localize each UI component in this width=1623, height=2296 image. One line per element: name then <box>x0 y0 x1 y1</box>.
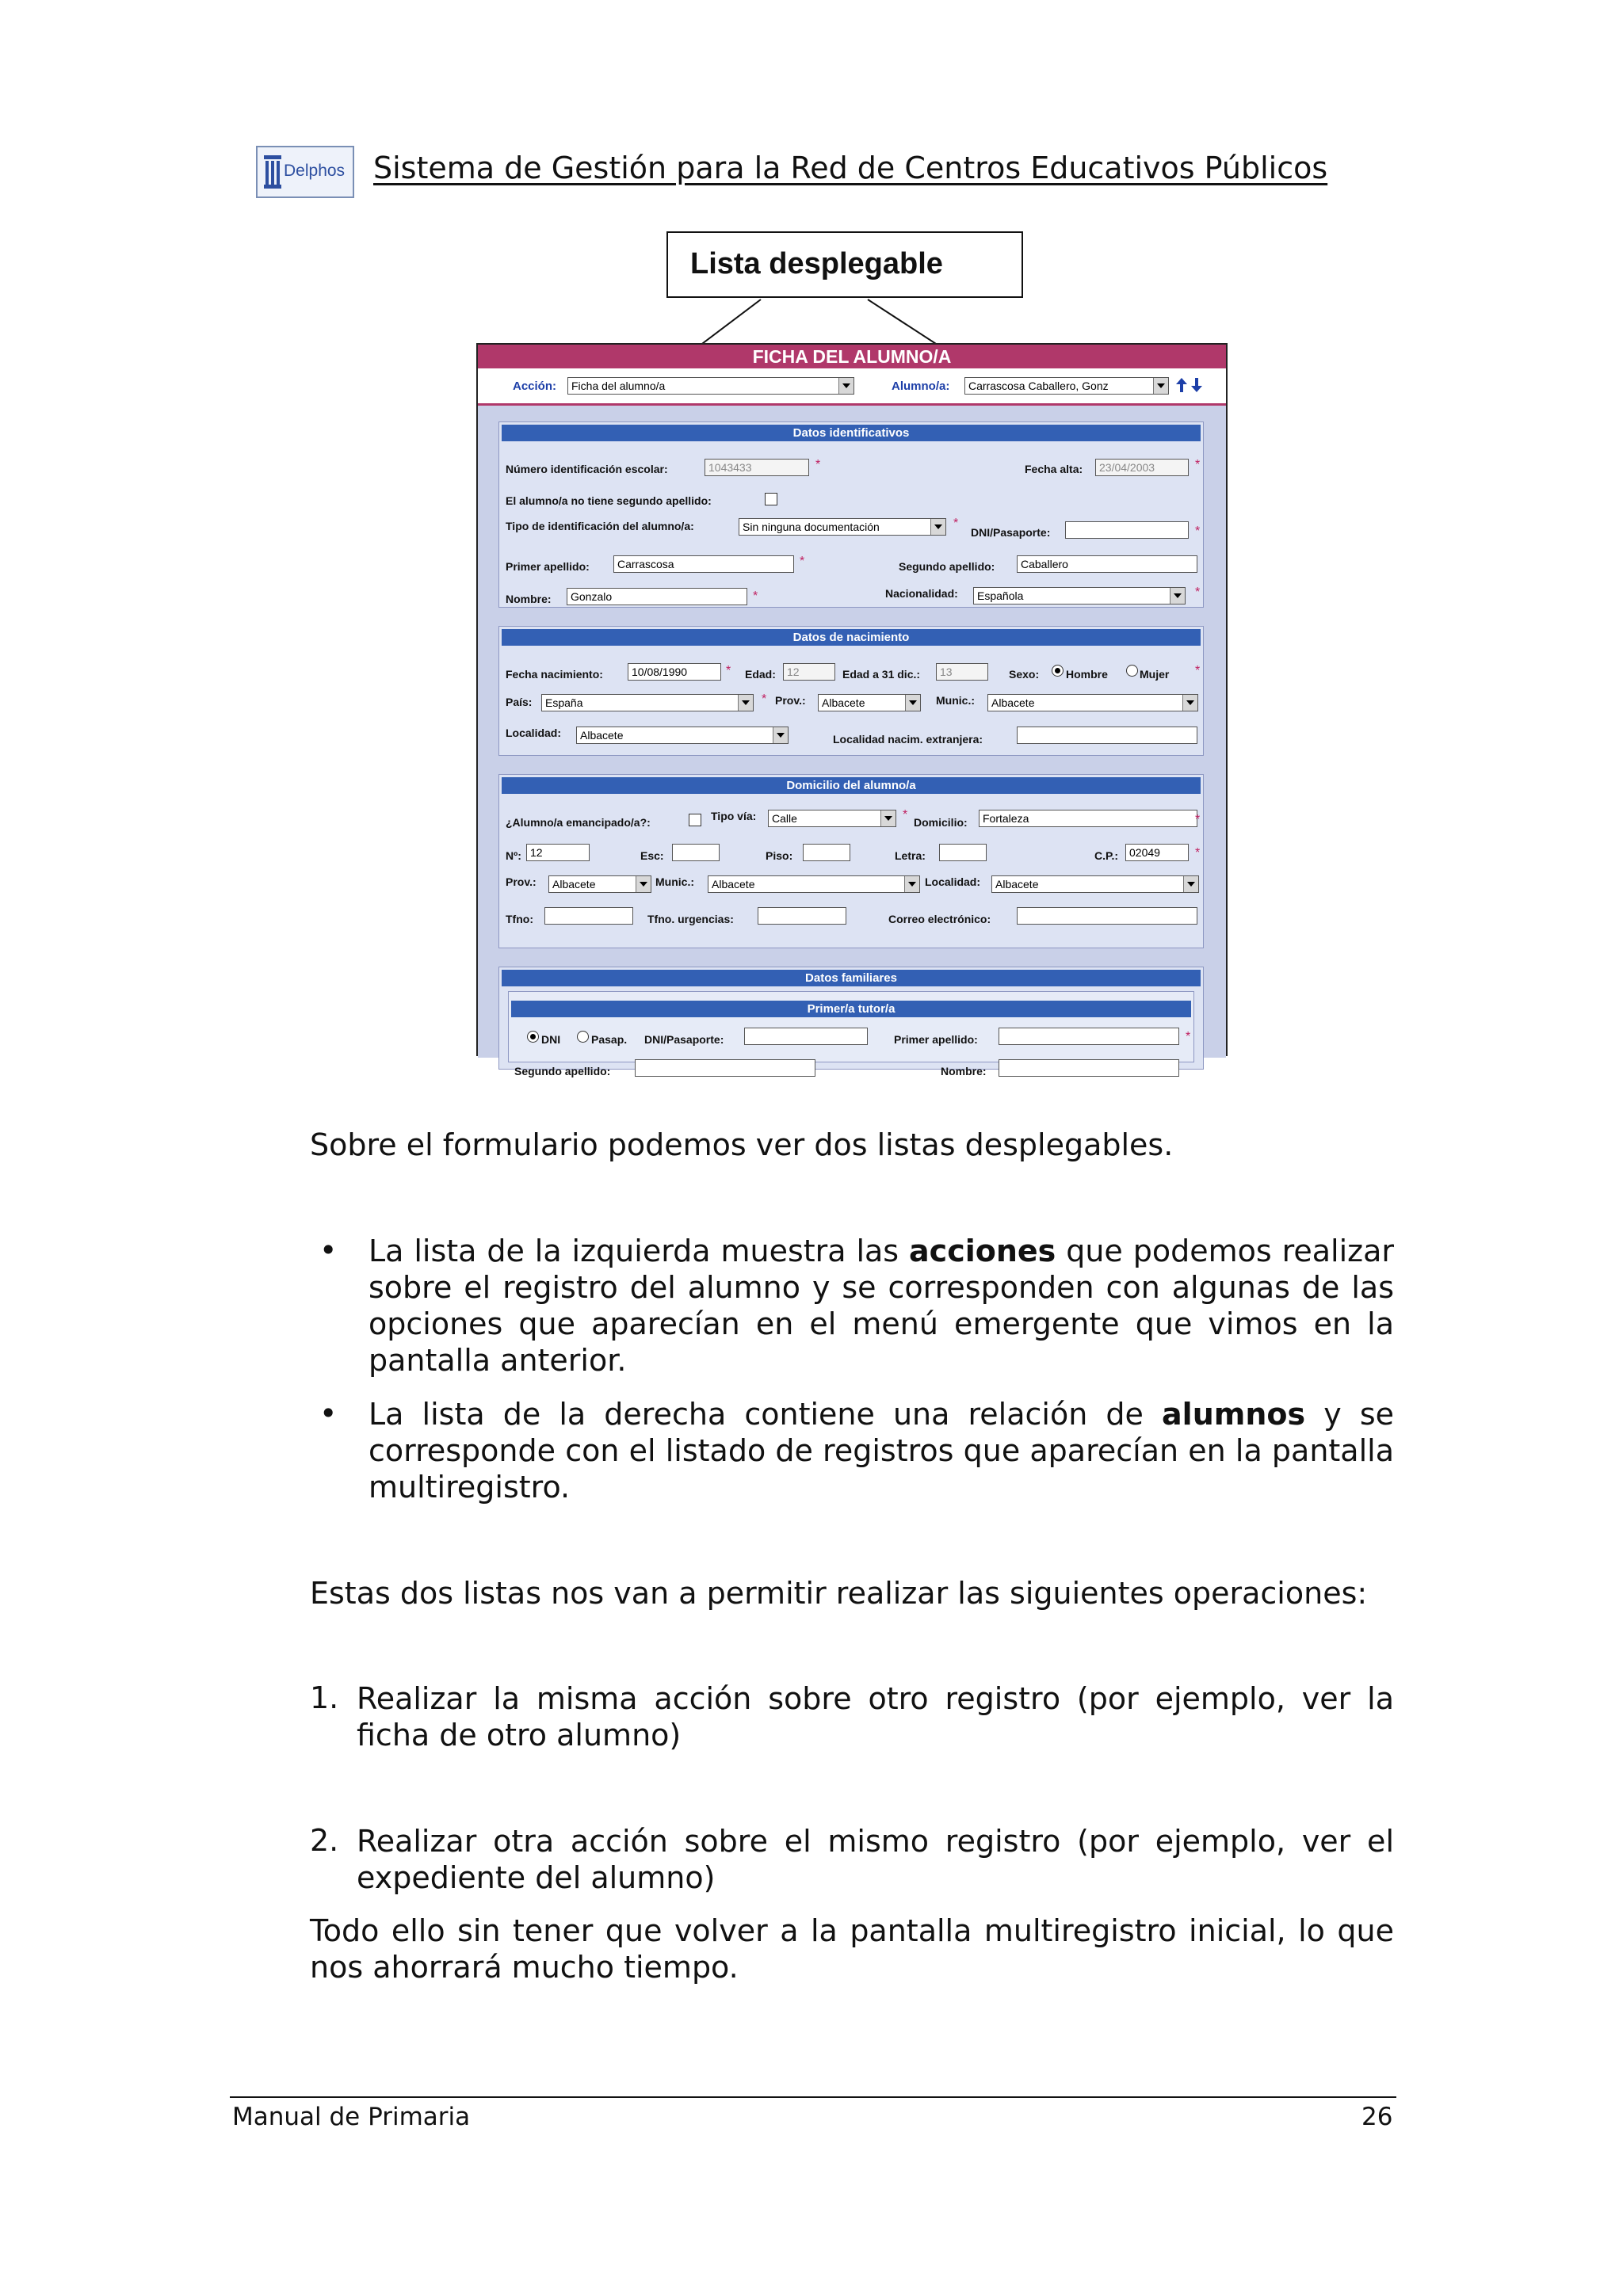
no-segundo-apellido-label: El alumno/a no tiene segundo apellido: <box>506 494 712 507</box>
chevron-down-icon <box>1170 588 1185 604</box>
localidad-dom-label: Localidad: <box>925 875 981 888</box>
edad-field[interactable]: 12 <box>783 663 835 681</box>
emancipado-label: ¿Alumno/a emancipado/a?: <box>506 816 651 829</box>
chevron-down-icon <box>880 810 896 826</box>
fecha-nacimiento-field[interactable]: 10/08/1990 <box>628 663 721 681</box>
prov-dom-select[interactable] <box>548 875 651 893</box>
domicilio-label: Domicilio: <box>914 816 968 829</box>
chevron-down-icon <box>773 727 788 743</box>
form-title-bar <box>478 345 1226 368</box>
prov-nac-label: Prov.: <box>775 694 806 707</box>
mujer-label: Mujer <box>1140 668 1170 681</box>
fecha-nacimiento-label: Fecha nacimiento: <box>506 668 603 681</box>
chevron-down-icon <box>738 695 753 711</box>
alumno-label: Alumno/a: <box>892 379 950 393</box>
tipo-via-label: Tipo vía: <box>711 810 757 822</box>
chevron-down-icon <box>636 876 651 892</box>
tutor-segundo-apellido-label: Segundo apellido: <box>514 1065 611 1077</box>
fecha-alta-field[interactable]: 23/04/2003 <box>1095 459 1189 476</box>
bullet-acciones-bold: acciones <box>909 1234 1056 1268</box>
bullet-marker: • <box>319 1396 338 1431</box>
tutor-dni-pasaporte-field[interactable] <box>744 1028 868 1045</box>
operations-intro: Estas dos listas nos van a permitir realizar las siguientes operaciones: <box>310 1576 1368 1611</box>
form-screenshot <box>476 343 1228 1077</box>
form-title: FICHA DEL ALUMNO/A <box>752 346 952 367</box>
tipo-via-value: Calle <box>772 812 797 825</box>
segundo-apellido-label: Segundo apellido: <box>899 560 995 573</box>
tutor-pasaporte-radio[interactable] <box>577 1031 589 1043</box>
prov-dom-value: Albacete <box>552 878 596 891</box>
tipo-identificacion-label: Tipo de identificación del alumno/a: <box>506 520 694 532</box>
tutor-segundo-apellido-field[interactable] <box>635 1059 815 1077</box>
tutor-primer-apellido-field[interactable] <box>999 1028 1179 1045</box>
tutor-pasaporte-label: Pasap. <box>591 1033 628 1046</box>
bullet-acciones <box>369 1233 1394 1379</box>
pais-select[interactable] <box>541 694 754 711</box>
prov-nac-select[interactable] <box>818 694 921 711</box>
closing-paragraph: Todo ello sin tener que volver a la pantalla multiregistro inicial, lo que nos ahorrará mucho tiempo. <box>310 1913 1394 1985</box>
pais-value: España <box>545 696 583 709</box>
escalera-label: Esc: <box>640 849 664 862</box>
tutor-nombre-field[interactable] <box>999 1059 1179 1077</box>
munic-nac-label: Munic.: <box>936 694 975 707</box>
telefono-urgencias-field[interactable] <box>758 907 846 925</box>
numero-field[interactable]: 12 <box>526 844 590 861</box>
telefono-field[interactable] <box>544 907 633 925</box>
intro-paragraph: Sobre el formulario podemos ver dos listas desplegables. <box>310 1127 1174 1162</box>
hombre-radio[interactable] <box>1052 665 1064 677</box>
bullet-acciones-text-end: que podemos realizar sobre el registro del alumno y se corresponden con algunas de las opciones que aparecían en el menú emergente que vimos en la pantalla anterior. <box>369 1234 1394 1378</box>
localidad-nac-label: Localidad: <box>506 727 562 739</box>
chevron-down-icon <box>905 695 920 711</box>
bullet-alumnos <box>369 1396 1394 1505</box>
tutor-dni-radio[interactable] <box>527 1031 539 1043</box>
hombre-label: Hombre <box>1066 668 1108 681</box>
num-identificacion-field[interactable]: 1043433 <box>705 459 809 476</box>
nombre-label: Nombre: <box>506 593 552 605</box>
tipo-identificacion-value: Sin ninguna documentación <box>743 521 880 533</box>
localidad-dom-select[interactable] <box>991 875 1199 893</box>
nacionalidad-label: Nacionalidad: <box>885 587 958 600</box>
accion-select[interactable] <box>567 377 854 395</box>
munic-nac-select[interactable] <box>987 694 1198 711</box>
segundo-apellido-field[interactable]: Caballero <box>1017 555 1197 573</box>
localidad-nac-value: Albacete <box>580 729 624 742</box>
chevron-down-icon <box>1182 695 1197 711</box>
delphos-logo <box>256 146 354 198</box>
panel-identificativos <box>498 421 1204 608</box>
mujer-radio[interactable] <box>1126 665 1138 677</box>
chevron-down-icon <box>1153 378 1168 394</box>
list-number: 1. <box>310 1680 339 1715</box>
pais-label: País: <box>506 696 533 708</box>
nombre-field[interactable]: Gonzalo <box>567 588 747 605</box>
operation-1: Realizar la misma acción sobre otro registro (por ejemplo, ver la ficha de otro alumno) <box>357 1681 1394 1753</box>
domicilio-field[interactable]: Fortaleza <box>979 810 1197 827</box>
tutor-dni-pasaporte-label: DNI/Pasaporte: <box>644 1033 724 1046</box>
numero-label: Nº: <box>506 849 521 862</box>
bullet-alumnos-bold: alumnos <box>1162 1397 1306 1432</box>
correo-field[interactable] <box>1017 907 1197 925</box>
primer-apellido-field[interactable]: Carrascosa <box>613 555 794 573</box>
arrow-down-icon[interactable] <box>1191 378 1202 392</box>
section-domicilio: Domicilio del alumno/a <box>502 777 1201 794</box>
letra-label: Letra: <box>895 849 926 862</box>
cp-field[interactable]: 02049 <box>1125 844 1189 861</box>
operation-2: Realizar otra acción sobre el mismo registro (por ejemplo, ver el expediente del alumno) <box>357 1824 1394 1895</box>
telefono-label: Tfno: <box>506 913 533 925</box>
section-nacimiento: Datos de nacimiento <box>502 629 1201 646</box>
bullet-acciones-text: La lista de la izquierda muestra las <box>369 1234 910 1268</box>
dni-pasaporte-field[interactable] <box>1065 521 1189 539</box>
primer-apellido-label: Primer apellido: <box>506 560 590 573</box>
tutor-nombre-label: Nombre: <box>941 1065 987 1077</box>
nacionalidad-value: Española <box>977 589 1024 602</box>
chevron-down-icon <box>904 876 919 892</box>
accion-select-value: Ficha del alumno/a <box>571 379 666 392</box>
edad-label: Edad: <box>745 668 776 681</box>
bullet-alumnos-text: La lista de la derecha contiene una relación de <box>369 1397 1163 1432</box>
chevron-down-icon <box>1183 876 1198 892</box>
no-segundo-apellido-checkbox[interactable] <box>765 493 777 505</box>
localidad-extranjera-label: Localidad nacim. extranjera: <box>833 733 983 746</box>
munic-dom-value: Albacete <box>712 878 755 891</box>
chevron-down-icon <box>838 378 854 394</box>
cp-label: C.P.: <box>1094 849 1119 862</box>
correo-label: Correo electrónico: <box>888 913 991 925</box>
list-number: 2. <box>310 1823 339 1858</box>
sexo-label: Sexo: <box>1009 668 1040 681</box>
prov-dom-label: Prov.: <box>506 875 537 888</box>
fecha-alta-label: Fecha alta: <box>1025 463 1083 475</box>
bullet-marker: • <box>319 1233 338 1268</box>
pillars-icon <box>264 155 281 189</box>
munic-nac-value: Albacete <box>991 696 1035 709</box>
chevron-down-icon <box>930 519 945 535</box>
document-header-title: Sistema de Gestión para la Red de Centros Educativos Públicos <box>373 151 1328 185</box>
section-familiares: Datos familiares <box>502 970 1201 986</box>
letra-field[interactable] <box>939 844 987 861</box>
section-tutor: Primer/a tutor/a <box>511 1001 1191 1017</box>
localidad-nac-select[interactable] <box>576 727 789 744</box>
piso-label: Piso: <box>766 849 793 862</box>
num-identificacion-label: Número identificación escolar: <box>506 463 668 475</box>
tipo-via-select[interactable] <box>768 810 896 827</box>
emancipado-checkbox[interactable] <box>689 814 701 826</box>
telefono-urgencias-label: Tfno. urgencias: <box>647 913 734 925</box>
prov-nac-value: Albacete <box>822 696 865 709</box>
munic-dom-select[interactable] <box>708 875 920 893</box>
alumno-select[interactable] <box>964 377 1169 395</box>
tutor-dni-label: DNI <box>541 1033 561 1046</box>
arrow-up-icon[interactable] <box>1176 378 1187 392</box>
piso-field[interactable] <box>803 844 850 861</box>
form-body: Datos identificativos Número identificación escolar: 1043433 * Fecha alta: 23/04/2003 * El alumno/a no tiene segundo apellido: Tipo de identificación del alumno/a: Sin ninguna documentación * DNI/Pasaporte: * Primer apellido: Carrascosa * Segundo apellido: Caballero Nombre: Gonzalo * Nacionalidad: Española * Datos de nacimiento Fecha nacimiento: 10/08/1990 * Edad: 12 Edad a 31 dic.: 13 Sexo: Hombre Mujer * País: España * Prov.: Albacete Munic.: Albacete Localidad: Albacete Localidad nacim. extranjera: Domicilio del alumno/a ¿Alumno/a emancipado/a?: Tipo vía: Calle * Domicilio: Fortaleza * Nº: 12 Esc: Piso: Letra: C.P.: 02049 * Prov.: Albacete Munic.: Albacete Localidad: Albacete Tfno: Tfno. urgencias: Correo electrónico: Datos familiares Primer/a tutor/a DNI Pasap. DNI/Pasaporte: Primer apellido: * Segundo apellido: Nombre: <box>478 406 1226 1058</box>
page-number: 26 <box>1361 2103 1393 2131</box>
nacionalidad-select[interactable] <box>973 587 1186 605</box>
alumno-select-value: Carrascosa Caballero, Gonz <box>968 379 1109 392</box>
localidad-extranjera-field[interactable] <box>1017 727 1197 744</box>
tipo-identificacion-select[interactable] <box>739 518 946 536</box>
section-identificativos: Datos identificativos <box>502 425 1201 441</box>
edad-31-field[interactable]: 13 <box>936 663 988 681</box>
munic-dom-label: Munic.: <box>655 875 694 888</box>
edad-31-label: Edad a 31 dic.: <box>842 668 921 681</box>
tutor-primer-apellido-label: Primer apellido: <box>894 1033 978 1046</box>
logo-text: Delphos <box>284 162 346 180</box>
dni-pasaporte-label: DNI/Pasaporte: <box>971 526 1051 539</box>
footer-divider <box>230 2096 1396 2098</box>
localidad-dom-value: Albacete <box>995 878 1039 891</box>
callout-label: Lista desplegable <box>690 247 943 280</box>
accion-label: Acción: <box>513 379 557 393</box>
footer-manual-title: Manual de Primaria <box>232 2103 471 2131</box>
escalera-field[interactable] <box>672 844 720 861</box>
bullet-alumnos-text-end: y se corresponde con el listado de registros que aparecían en la pantalla multiregistro. <box>369 1397 1394 1505</box>
form-toolbar <box>478 368 1226 406</box>
callout-box <box>666 231 1023 298</box>
